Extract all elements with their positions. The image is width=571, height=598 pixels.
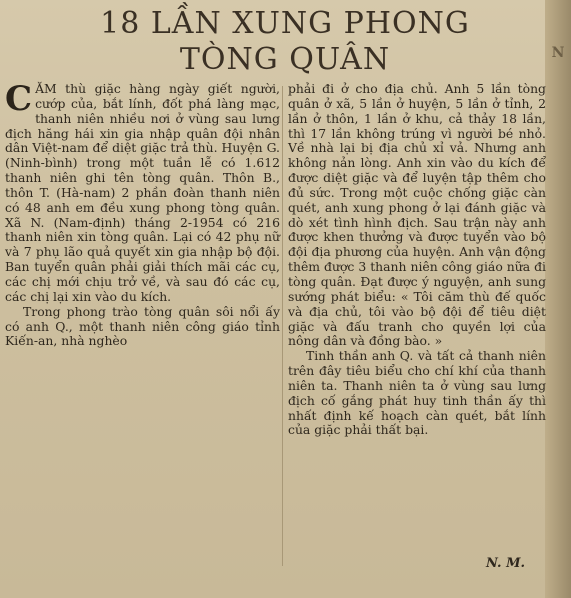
- left-column: [5, 79, 280, 349]
- article-title: [40, 6, 530, 78]
- paragraph-3: phải đi ở cho địa chủ. Anh 5 lần tòng quân ở xã, 5 lần ở huyện, 5 lần ở tỉnh, 2 lần ở thôn, 1 lần ở khu, cả thảy 18 lần, thì 17 lần không trúng vì người bé nhỏ. Về nhà lại bị địa chủ xỉ vả. Nhưng anh không nản lòng. Anh xin vào du kích để được diệt giặc và để luyện tập thêm cho đủ sức. Trong một cuộc chống giặc càn quét, anh xung phong ở lại đánh giặc và dò xét tình hình địch. Sau trận này anh được khen thưởng và được tuyển vào bộ đội địa phương của huyện. Anh vận động thêm được 3 thanh niên công giáo nữa đi tòng quân. Đạt được ý nguyện, anh sung sướng phát biểu: « Tôi căm thù đế quốc và địa chủ, tôi vào bộ đội để tiêu diệt giặc và đấu tranh cho quyền lợi của nông dân và đồng bào. »: [288, 81, 546, 349]
- right-column: [288, 82, 546, 438]
- paragraph-1-text: ĂM thù giặc hàng ngày giết người, cướp của, bắt lính, đốt phá làng mạc, thanh niên nhiều nơi ở vùng sau lưng địch hăng hái xin gia nhập quân đội nhân dân Việt-nam để diệt giặc trả thù. Huyện G. (Ninh-bình) trong một tuần lễ có 1.612 thanh niên ghi tên tòng quân. Thôn B., thôn T. (Hà-nam) 2 phần đoàn thanh niên có 48 anh em đều xung phong tòng quân. Xã N. (Nam-định) tháng 2-1954 có 216 thanh niên xin tòng quân. Lại có 42 phụ nữ và 7 phụ lão quả quyết xin gia nhập bộ đội. Ban tuyển quân phải giải thích mãi các cụ, các chị mới chịu trở về, và sau đó các cụ, các chị lại xin vào du kích.: [5, 81, 280, 304]
- drop-cap: C: [5, 79, 33, 119]
- author-signature: N. M.: [485, 556, 525, 571]
- page-edge: [545, 0, 571, 598]
- title-line-1: 18 LẦN XUNG PHONG: [100, 6, 470, 41]
- column-divider: [282, 86, 283, 566]
- paragraph-1: [5, 79, 280, 305]
- paragraph-4: Tinh thần anh Q. và tất cả thanh niên trên đây tiêu biểu cho chí khí của thanh niên ta. Thanh niên ta ở vùng sau lưng địch cố gắng phát huy tinh thần ấy thì nhất định kế hoạch càn quét, bắt lính của giặc phải thất bại.: [288, 348, 546, 438]
- paragraph-2: Trong phong trào tòng quân sôi nổi ấy có anh Q., một thanh niên công giáo tỉnh Kiến-an, nhà nghèo: [5, 303, 280, 349]
- edge-letter: N: [551, 45, 565, 61]
- title-line-2: TÒNG QUÂN: [179, 42, 391, 77]
